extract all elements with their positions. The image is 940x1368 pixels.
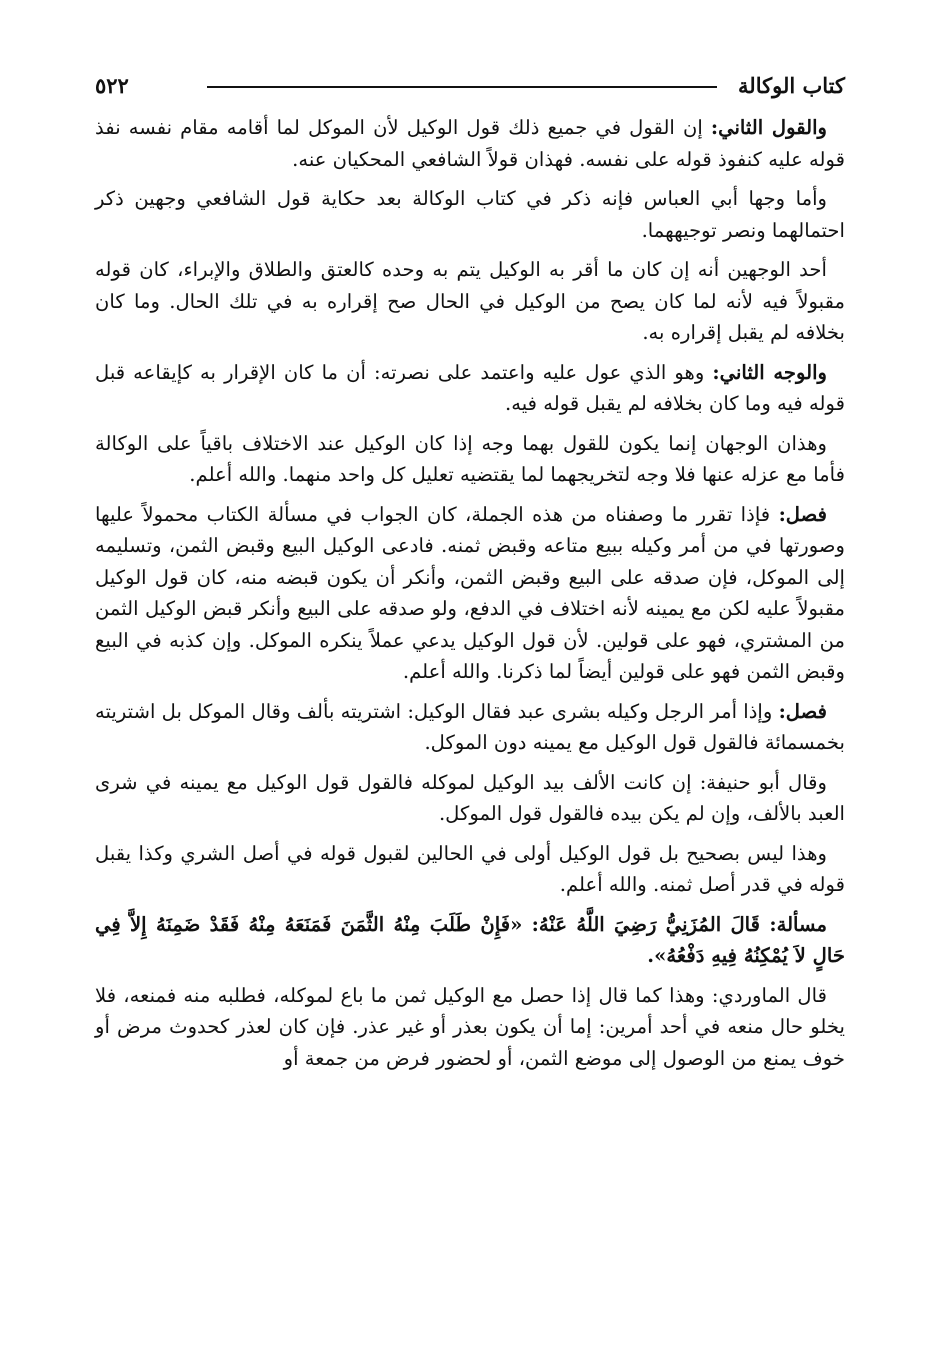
paragraph-text: وقال أبو حنيفة: إن كانت الألف بيد الوكيل لموكله فالقول قول الوكيل مع يمينه في شرى العبد بالألف، وإن لم يكن بيده فالقول قول الموكل. xyxy=(95,770,845,825)
paragraph xyxy=(95,428,845,491)
header-rule xyxy=(207,86,717,88)
paragraph-text: وهذا ليس بصحيح بل قول الوكيل أولى في الحالين لقبول قوله في أصل الشري وكذا يقبل قوله في قدر أصل ثمنه. والله أعلم. xyxy=(95,841,845,896)
paragraph-lead: والوجه الثاني: xyxy=(712,360,827,384)
paragraph-text: أحد الوجهين أنه إن كان ما أقر به الوكيل يتم به وحده كالعتق والطلاق والإبراء، كان قوله مقبولاً فيه لأنه لما كان يصح من الوكيل في الحال صح إقراره به في تلك الحال. وما كان بخلافه لم يقبل إقراره به. xyxy=(95,258,845,344)
paragraph xyxy=(95,980,845,1075)
paragraph xyxy=(95,499,845,688)
paragraph-lead: فصل: xyxy=(778,699,827,723)
paragraph xyxy=(95,254,845,349)
paragraph-text: فإذا تقرر ما وصفناه من هذه الجملة، كان الجواب في مسألة الكتاب محمولاً عليها وصورتها في من أمر وكيله ببيع متاعه وقبض ثمنه. فادعى الوكيل البيع وقبض الثمن، وتسليمه إلى الموكل، فإن صدقه على البيع وقبض الثمن، وأنكر أن يكون قبضه منه، كان قول الوكيل مقبولاً عليه لكن مع يمينه لأنه اختلاف في الدفع، ولو صدقه على البيع وأنكر قبض الوكيل الثمن من المشتري، فهو على قولين. لأن قول الوكيل يدعي عملاً ينكره الموكل. وإن كذبه في البيع وقبض الثمن فهو على قولين أيضاً لما ذكرنا. والله أعلم. xyxy=(95,502,845,683)
document-page xyxy=(95,62,845,1352)
paragraph xyxy=(95,838,845,901)
paragraph-lead: مسألة: قَالَ المُزَنِيُّ xyxy=(665,912,827,936)
body-text xyxy=(95,112,845,1074)
paragraph-text: إن القول في جميع ذلك قول الوكيل لأن الموكل لما أقامه مقام نفسه نفذ قوله عليه كنفوذ قوله على نفسه. فهذان قولاً الشافعي المحكيان عنه. xyxy=(95,116,845,171)
paragraph-text: وهو الذي عول عليه واعتمد على نصرته: أن ما كان الإقرار به كإيقاعه قبل قوله فيه وما كان بخلافه لم يقبل قوله فيه. xyxy=(95,360,845,415)
paragraph-lead: والقول الثاني: xyxy=(710,116,828,139)
paragraph-text: قال الماوردي: وهذا كما قال إذا حصل مع الوكيل ثمن ما باع لموكله، فطلبه منه فمنعه، فلا يخلو حال منعه في أحد أمرين: إما أن يكون بعذر أو غير عذر. فإن كان لعذر كحدوث مرض أو خوف يمنع من الوصول إلى موضع الثمن، أو لحضور فرض من جمعة أو xyxy=(95,983,845,1070)
paragraph xyxy=(95,696,845,759)
paragraph-text: وإذا أمر الرجل وكيله بشرى عبد فقال الوكيل: اشتريته بألف وقال الموكل بل اشتريته بخمسمائة فالقول قول الوكيل مع يمينه دون الموكل. xyxy=(95,699,845,754)
paragraph xyxy=(95,909,845,972)
running-header xyxy=(95,62,845,102)
paragraph-text: وأما وجها أبي العباس فإنه ذكر في كتاب الوكالة بعد حكاية قول الشافعي وجهين ذكر احتمالهما ونصر توجيههما. xyxy=(95,187,845,242)
paragraph xyxy=(95,112,845,175)
book-title: كتاب الوكالة xyxy=(738,73,845,98)
paragraph xyxy=(95,357,845,420)
paragraph xyxy=(95,767,845,830)
paragraph-lead: فصل: xyxy=(778,502,827,526)
paragraph-text: وهذان الوجهان إنما يكون للقول بهما وجه إذا كان الوكيل عند الاختلاف باقياً على الوكالة فأما مع عزله عنها فلا وجه لتخريجهما لما يقتضيه تعليل كل واحد منهما. والله أعلم. xyxy=(95,431,845,486)
paragraph xyxy=(95,183,845,246)
quoted-text: رَضِيَ اللَّهُ عَنْهُ: «فَإِنْ طَلَبَ مِنْهُ الثَّمَنَ فَمَنَعَهُ مِنْهُ فَقَدْ ضَمِنَهُ إِلاَّ فِي حَالٍ لاَ يُمْكِنُهُ فِيهِ دَفْعُهُ». xyxy=(95,912,845,967)
page-number: ٥٢٢ xyxy=(95,73,129,98)
